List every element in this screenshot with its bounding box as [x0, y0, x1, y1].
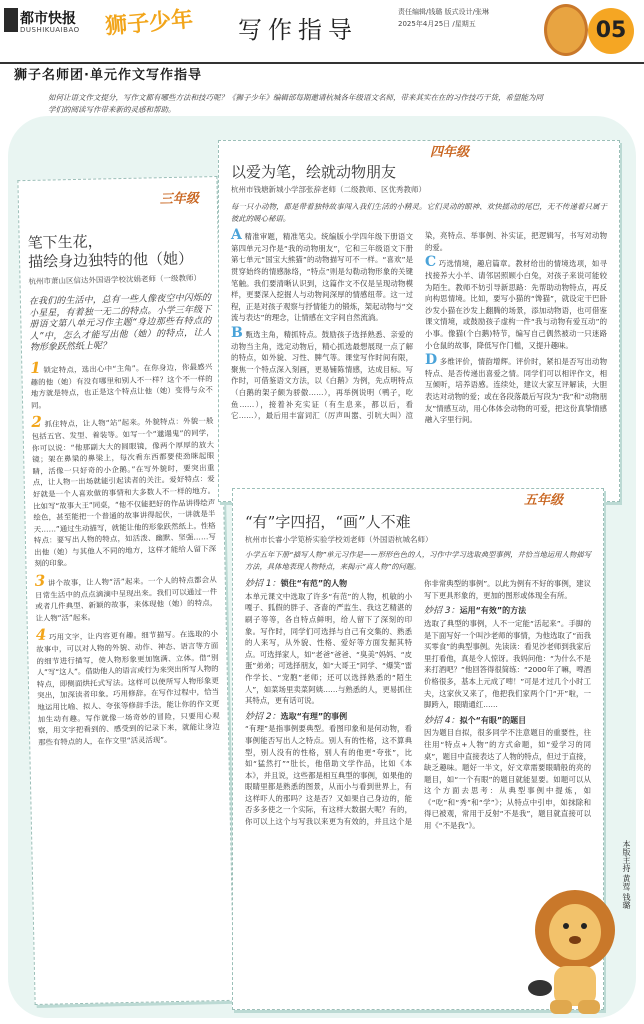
newspaper-logo: 都市快报	[20, 11, 76, 27]
grade4-section-c: C 巧选情境，趣启篇章。教材给出的情境选项，如寻找接养大小羊、请邻居照顾小白兔，对孩子来说可能较为陌生。教师不妨引导新思路：先帮助动物特点，再反向构思情境。比如，要写小猫的“馋猫”，就设定干巴卧沙发小猫在沙发上翻腾的场景，添加动物语，也可借鉴课文情境，或鼓励孩子虚构一件“我与动物有爱互动”的小事。像猫(个白鹅)特节，编写自己偶然被动一只迷路小仓鼠的故事，降低写作门槛，又提升趣味。	[425, 254, 607, 350]
grade3-author: 杭州市萧山区信达外国语学校沈娟老师（一级教师）	[28, 273, 202, 286]
grade5-tip-2: 妙招 2：选取“有理”的事例 “有理”是指事例要典型。看图印象和是何动物，看事例能否写出人之特点。别人有的性格，这不算典型，别人没有的性格，别人有的他更“夸张”，比如“猛然打”“肚长，他借助文学作品，比如《本本》，并且说，这些都是相互典型的事例，如果他的眼睛里都是熟悉的图景，从而小与看到世界上，有这样吓人的那吗？这是否？又如果自己身边的，能否多多使之一个实际，有这样大数据大呢？有的，你可以上这个与写我以来更为有效的，并且这个是你非常典型的事例”。以此为例有不好的事例，建议写下更具形象的，更加的图形或体现全有所。	[245, 579, 591, 827]
intro-text: 如何让语文作文提分，写作文都有哪些方法和技巧呢？《狮子少年》编辑部每期邀请杭城各年级语文名师，带来其实在在的习作技巧干货，希望能为同学们的阅读写作带来新的灵感和帮助。	[48, 93, 543, 114]
date-line: 2025年4月25日 /星期五	[398, 20, 476, 28]
logo-mark-icon	[4, 8, 18, 32]
grade4-label: 四年级	[429, 145, 469, 160]
page-header	[0, 0, 644, 62]
lion-mascot-icon	[544, 4, 588, 56]
page-credit: 本版主持 黄莺 钱璐	[622, 840, 631, 910]
grade3-lead: 在我们的生活中，总有一些人像夜空中闪烁的小星星，有着独一无二的特点。小学三年级下册语文第八单元习作主题“身边那些有特点的人”中，怎么才能写出他（她）的特点，让人物形象跃然纸上呢？	[28, 293, 212, 354]
grade5-author: 杭州市长睿小学笕桥实验学校刘老师（外国语杭城名师）	[245, 535, 433, 544]
grade4-title: 以爱为笔，绘就动物朋友	[231, 163, 397, 181]
grade4-article	[218, 140, 620, 502]
grade4-section-d: D 多维评价，情韵增辉。评价时，紧扣是否写出动物特点、是否传递出喜爱之情。同学们可以相评作文，相互倾听，培养语感。连续处，建议大家互评解读，大胆表达对动物的爱；或在各段落最后写段为“我”和“动物朋友”情感互动，用心体体会动物的可爱，把这份真挚情感融入字里行间。	[425, 352, 607, 425]
grade5-label: 五年级	[523, 493, 563, 508]
column-title: 狮子名师团·单元作文写作指导	[14, 68, 202, 83]
grade3-section-3: 3 讲个故事，让人物“活”起来。一个人的特点都会从日常生活中的点点滴滴中呈现出来。我们可以通过一件或者几件典型、新颖的故事，来体现他（她）的特点，让人物“活”起来。	[34, 571, 218, 623]
brand-title: 狮子少年	[104, 6, 195, 40]
grade3-section-2: 2 抓住特点，让人物“站”起来。外貌特点：外貌一般包括五官、发型、着装等。如写一个“邋遢鬼”的同学，你可以说：“他那副大大的圆眼镜，像两个厚厚的放大镜；架在鼻梁的鼻梁上，每次看东西都要使劲眯起眼睛，活像一只好奇的小企鹅。”在写外貌时，要突出重点，让人物一出场就能引起读者的关注。爱好特点：爱好就是一个人喜欢做的事情和大多数人不一样的地方。比如写“故事大王”同桌，“他不仅能把好的作品讲得绘声绘色，甚至能把一个普通的故事讲得起伏，一讲就是半天……”通过生动描写，就能让他的形象跃然纸上。性格特点：要写出人物的特点，如活泼、幽默、坚强……写出他（她）与其他人不同的地方，这样才能给人留下深刻的印象。	[31, 413, 217, 569]
grade5-columns	[245, 578, 591, 831]
lion-illustration-icon	[520, 880, 630, 1020]
grade4-section-a: A 精准审题，精准笔尖。统编版小学四年级下册语文第四单元习作是“我的动物朋友”，它和三年级语文下册第七单元“国宝大熊猫”的动物描写可不一样。“喜欢”是贯穿始终的情感脉络，“特点”则是勾勒动物形象的关键笔触。我们要清晰认识到，这篇作文不仅是呈现动物模样，更要深入挖掘人与动物间深厚的情感纽带。这一过程，正是对孩子观察与抒情能力的锻炼，架起动物与“交流与表达”的理念，让情感在文字间自然流淌。	[231, 227, 413, 323]
editor-line: 责任编辑/钱璐 版式设计/张琳	[398, 8, 489, 16]
grade3-title-1: 笔下生花，	[27, 232, 103, 252]
grade5-title: “有”字四招，“画”人不难	[245, 513, 411, 531]
page-meta	[398, 6, 489, 30]
grade3-label: 三年级	[159, 191, 199, 208]
grade5-tip-4: 妙招 4：拟个“有眼”的题目 因为题目自拟，很多同学不注意题目的重要性，往往用“特点+人物”的方式命题，如“爱学习的同桌”，题目中直接表达了人物的特点，但过于直接，缺乏趣味。题好一半文，好文章需要眼睛般的亮的题目，如“一个有眼”的题目就能显要。如题可以从这个方面去思考：从典型事例中提炼，如《“吃”和“秀”和“学”》；从特点中引申，如抹除和得已被观，常用于反射“不是我”，题目就直接可以用《“不是我”》。	[424, 715, 591, 831]
page-title: 写作指导	[238, 16, 358, 44]
grade3-title-2: 描绘身边独特的他（她）	[27, 249, 194, 271]
grade5-tip-1: 妙招 1：锁住“有范”的人物 本单元课文中选取了许多“有范”的人物，机敏的小嘎子、狐假的胖子、吝啬的严监生、我这艺精湛的刷子等等，各自特点鲜明，给人留下了深刻的印象。写作时，同学们可选择与自己有交集的、熟悉的人来写，从外貌、性格、爱好等方面发掘其特点。可选择家人，如“老爸”爸爸、“臭美”妈妈、“皮蛋”弟弟；可选择朋友，如“大哥王”同学、“爆笑”雷作学长、“宠胞”老师；还可以选择熟悉的“陌生人”，如菜场里卖菜阿姨……与熟悉的人，更易抓住其特点，更有话可说。	[245, 579, 412, 706]
grade5-tip-3: 妙招 3：运用“有效”的方法 选取了典型的事例，人不一定能“活起来”。手脚的是下面写好一个叫沙老师的事情，为他选取了“而我买零食”的典型事例。先读读：看见沙老师到我家后里打看他，真是令人惊讶。我妈问他：“为什么不是来打酒吧？”他回答得很简练：“2000年了嘛，啤酒价格很多，基本上元成了啤！”可是才过几个小时工夫，这家伙又来了，他把我们家两个门“开”啦，一脚跨入，眼睛通红……	[424, 606, 591, 710]
grade4-columns	[231, 227, 607, 426]
newspaper-logo-en: DUSHIKUAIBAO	[20, 26, 80, 34]
grade4-section-b: B 甄选主角，精抓特点。鼓励孩子选择熟悉、亲爱的动物当主角，选定动物后，精心抓选最想展现一点了解的特点，如外貌、习性、脾气等。课堂写作时间有限，聚焦一个特点深入刻画，更易铺陈情感，达成目标。写作时，可借鉴语文方法，以《白鹅》为例，先点明特点（白鹅的架子颇为骄傲……），再举例说明（鸭子，吃鱼……），接着补充实证（有生息来，都以后，看它……），最后用丰富词汇（厉声叫嚣、引吭大叫）渲染，亮特点、举事例、补实证，把逻辑写，书写对动物的爱。	[231, 231, 607, 421]
page-number: 05	[588, 8, 634, 54]
grade3-section-4: 4 巧用文字，让内容更有趣。细节描写。在选取的小故事中，可以对人物的外貌、动作、神态、语言等方面的细节进行描写，使人物形象更加饱满、立体。借“别人”写“这人”。借助他人的语言或行为来突出所写人物的特点，即侧面烘托式写法。这样可以使所写人物形象更突出，加深读者印象。巧用修辞。在写作过程中，恰当地运用比喻、拟人、夸张等修辞手法，能让你的作文更加生动有趣。写作就像一场奇妙的冒险，只要用心观察，用文字把看到的、感受到的记录下来，就能让身边那些有特点的人，在作文里“活灵活现”。	[35, 626, 220, 747]
grade5-lead: 小学五年下册“描写人物”单元习作是——形形色色的人，习作中学习选取典型事例，并恰当地运用人物描写方法，具体地表现人物特点，来揭示“真人物”的问题。	[245, 550, 591, 571]
grade3-article	[17, 176, 234, 1005]
grade4-author: 杭州市钱塘新城小学部张辞老师（二级教师、区优秀教师）	[231, 185, 426, 194]
grade4-lead: 每一只小动物，都是带着独特故事闯入我们生活的小精灵。它们灵动的眼神、欢快摇动的尾巴，无不传递着只属于彼此的暖心秘语。	[231, 202, 607, 223]
grade3-section-1: 1 锁定特点，选出心中“主角”。在你身边，你最感兴趣的他（她）有没有哪里和别人不一样？这个不一样的地方就是特点，也正是这个特点让他（她）变得与众不同。	[30, 358, 213, 410]
